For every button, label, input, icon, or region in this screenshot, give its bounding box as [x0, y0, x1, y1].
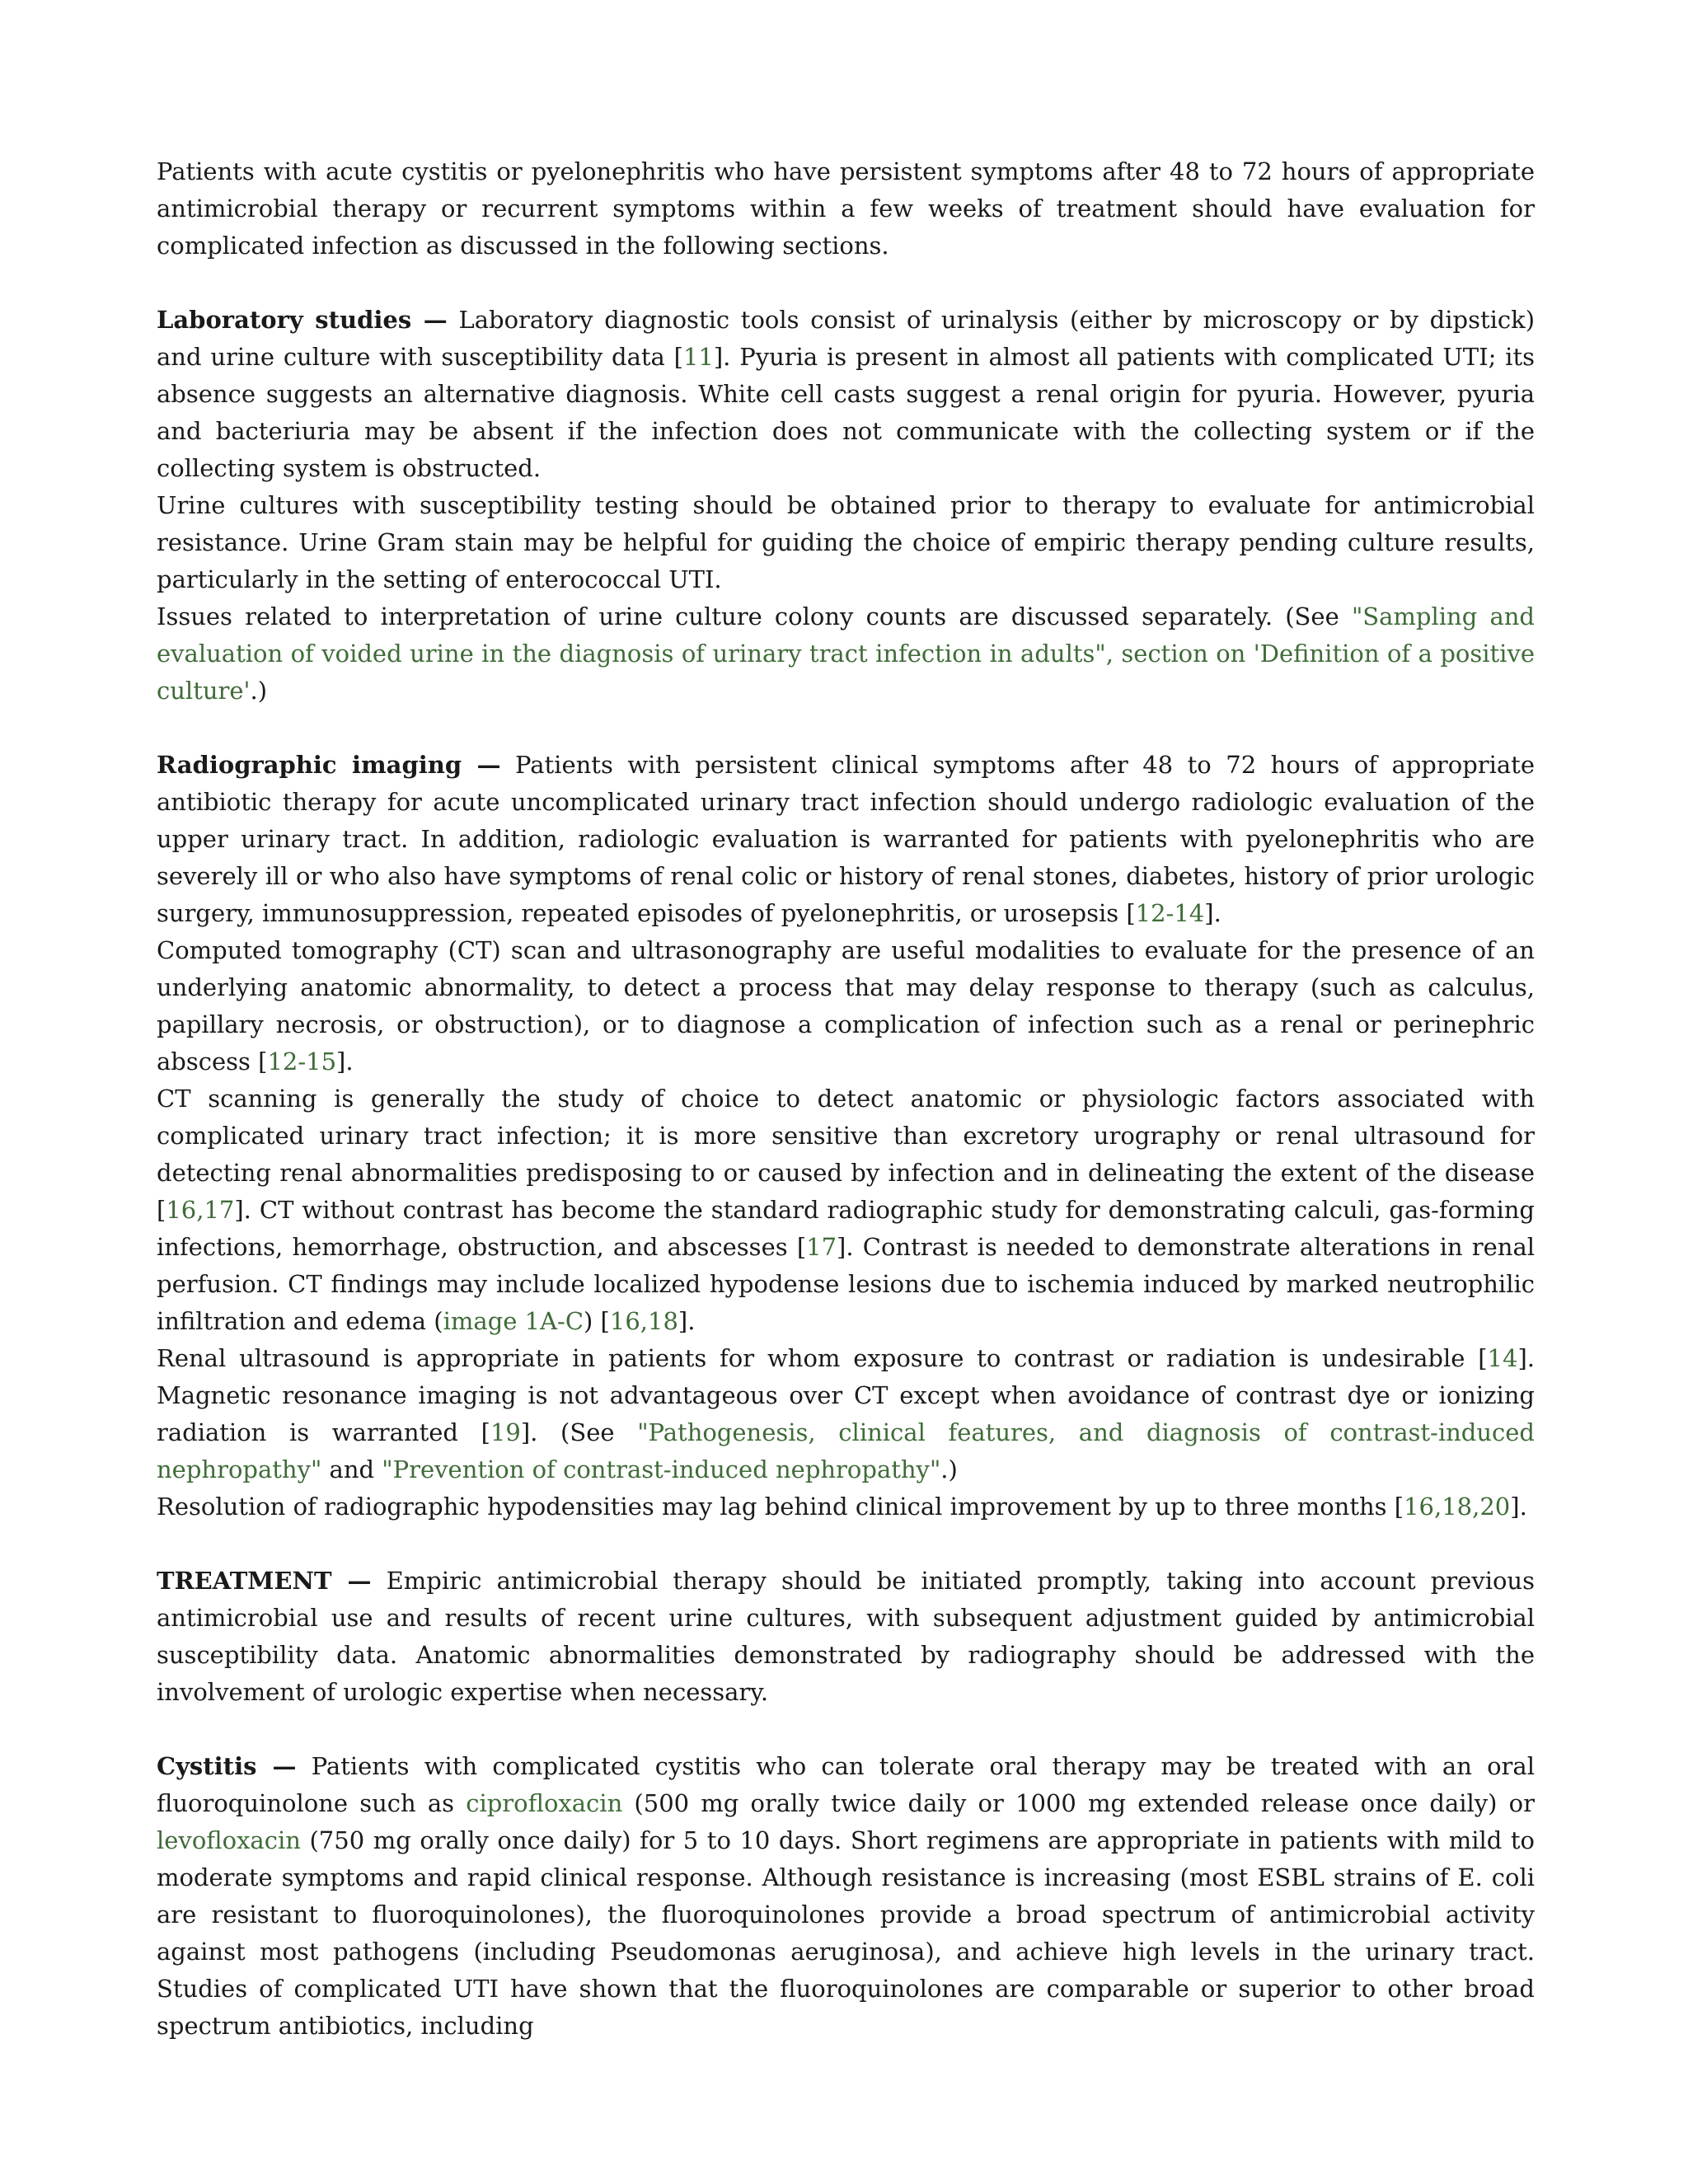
- lab-paragraph-3: [157, 598, 1535, 710]
- text-run: ]. Pyuria is present in almost all patients with complicated UTI; its absence suggests an alternative diagnosis. White cell casts suggest a renal origin for pyuria. However, pyuria and bacteriuria may be absent if the infection does not communicate with the collecting system or if the collecting system is obstructed.: [157, 343, 1535, 482]
- text-run: .): [940, 1455, 958, 1483]
- text-run: ]. CT without contrast has become the standard radiographic study for demonstrating calculi, gas-forming infections, hemorrhage, obstruction, and abscesses [: [157, 1196, 1535, 1261]
- treatment-heading: TREATMENT —: [157, 1567, 372, 1595]
- text-run: Renal ultrasound is appropriate in patients for whom exposure to contrast or radiation is undesirable [: [157, 1344, 1488, 1372]
- document-page: [157, 153, 1535, 2045]
- radio-paragraph-2: [157, 932, 1535, 1080]
- text-run: ]. Magnetic resonance imaging is not advantageous over CT except when avoidance of contrast dye or ionizing radiation is warranted [: [157, 1344, 1535, 1446]
- intro-paragraph: Patients with acute cystitis or pyelonephritis who have persistent symptoms after 48 to 72 hours of appropriate antimicrobial therapy or recurrent symptoms within a few weeks of treatment should have evaluation for complicated infection as discussed in the following sections.: [157, 157, 1535, 260]
- text-run: ].: [1510, 1493, 1527, 1521]
- cystitis-paragraph: [157, 1748, 1535, 2045]
- topic-link-sampling[interactable]: "Sampling and evaluation of voided urine in the diagnosis of urinary tract infection in adults", section on 'Definition of a positive culture': [157, 602, 1535, 705]
- text-run: Patients with complicated cystitis who can tolerate oral therapy may be treated with an oral fluoroquinolone such as: [157, 1752, 1535, 1817]
- text-run: .): [250, 677, 268, 705]
- radio-paragraph-4: [157, 1340, 1535, 1488]
- text-run: ]. Contrast is needed to demonstrate alterations in renal perfusion. CT findings may include localized hypodense lesions due to ischemia induced by marked neutrophilic infiltration and edema (: [157, 1233, 1536, 1335]
- radio-heading: Radiographic imaging —: [157, 751, 501, 779]
- radio-paragraph-5: [157, 1488, 1535, 1526]
- reference-link[interactable]: 12-14: [1135, 899, 1205, 927]
- lab-paragraph-1: [157, 302, 1535, 487]
- lab-heading: Laboratory studies —: [157, 306, 448, 334]
- topic-link-prevention[interactable]: "Prevention of contrast-induced nephropathy": [382, 1455, 941, 1483]
- radio-paragraph-1: [157, 747, 1535, 932]
- text-run: Resolution of radiographic hypodensities may lag behind clinical improvement by up to three months [: [157, 1493, 1404, 1521]
- text-run: Issues related to interpretation of urine culture colony counts are discussed separately. (See: [157, 602, 1352, 630]
- reference-link[interactable]: 17: [806, 1233, 837, 1261]
- image-link[interactable]: image 1A-C: [443, 1307, 584, 1335]
- reference-link[interactable]: 11: [682, 343, 714, 371]
- text-run: (500 mg orally twice daily or 1000 mg extended release once daily) or: [622, 1789, 1535, 1817]
- text-run: Laboratory diagnostic tools consist of urinalysis (either by microscopy or by dipstick) and urine culture with susceptibility data [: [157, 306, 1536, 371]
- text-run: (750 mg orally once daily) for 5 to 10 days. Short regimens are appropriate in patients with mild to moderate symptoms and rapid clinical response. Although resistance is increasing (most ESBL strains of E. coli are resistant to fluoroquinolones), the fluoroquinolones provide a broad spectrum of antimicrobial activity against most pathogens (including Pseudomonas aeruginosa), and achieve high levels in the urinary tract. Studies of complicated UTI have shown that the fluoroquinolones are comparable or superior to other broad spectrum antibiotics, including: [157, 1826, 1535, 2040]
- reference-link[interactable]: 12-15: [267, 1047, 337, 1076]
- text-run: Patients with persistent clinical symptoms after 48 to 72 hours of appropriate antibiotic therapy for acute uncomplicated urinary tract infection should undergo radiologic evaluation of the upper urinary tract. In addition, radiologic evaluation is warranted for patients with pyelonephritis who are severely ill or who also have symptoms of renal colic or history of renal stones, diabetes, history of prior urologic surgery, immunosuppression, repeated episodes of pyelonephritis, or urosepsis [: [157, 751, 1535, 927]
- cystitis-heading: Cystitis —: [157, 1752, 297, 1780]
- text-run: CT scanning is generally the study of choice to detect anatomic or physiologic factors associated with complicated urinary tract infection; it is more sensitive than excretory urography or renal ultrasound for detecting renal abnormalities predisposing to or caused by infection and in delineating the extent of the disease [: [157, 1085, 1535, 1224]
- section-gap: [157, 1526, 1535, 1563]
- text-run: Empiric antimicrobial therapy should be initiated promptly, taking into account previous antimicrobial use and results of recent urine cultures, with subsequent adjustment guided by antimicrobial susceptibility data. Anatomic abnormalities demonstrated by radiography should be addressed with the involvement of urologic expertise when necessary.: [157, 1567, 1535, 1706]
- treatment-paragraph: [157, 1563, 1535, 1711]
- lab-paragraph-2: Urine cultures with susceptibility testing should be obtained prior to therapy to evaluate for antimicrobial resistance. Urine Gram stain may be helpful for guiding the choice of empiric therapy pending culture results, particularly in the setting of enterococcal UTI.: [157, 491, 1535, 593]
- text-run: ].: [678, 1307, 696, 1335]
- topic-link-pathogenesis[interactable]: "Pathogenesis, clinical features, and diagnosis of contrast-induced nephropathy": [157, 1418, 1535, 1483]
- reference-link[interactable]: 16,17: [166, 1196, 235, 1224]
- section-gap: [157, 265, 1535, 302]
- section-gap: [157, 1711, 1535, 1748]
- text-run: ) [: [584, 1307, 610, 1335]
- reference-link[interactable]: 16,18,20: [1404, 1493, 1511, 1521]
- text-run: ]. (See: [520, 1418, 638, 1446]
- drug-link-levofloxacin[interactable]: levofloxacin: [157, 1826, 301, 1854]
- reference-link[interactable]: 19: [490, 1418, 521, 1446]
- text-run: ].: [336, 1047, 354, 1076]
- radio-paragraph-3: [157, 1080, 1535, 1340]
- text-run: Computed tomography (CT) scan and ultrasonography are useful modalities to evaluate for the presence of an underlying anatomic abnormality, to detect a process that may delay response to therapy (such as calculus, papillary necrosis, or obstruction), or to diagnose a complication of infection such as a renal or perinephric abscess [: [157, 936, 1535, 1076]
- text-run: ].: [1204, 899, 1221, 927]
- reference-link[interactable]: 16,18: [609, 1307, 678, 1335]
- drug-link-ciprofloxacin[interactable]: ciprofloxacin: [466, 1789, 623, 1817]
- text-run: and: [321, 1455, 382, 1483]
- reference-link[interactable]: 14: [1487, 1344, 1518, 1372]
- section-gap: [157, 710, 1535, 747]
